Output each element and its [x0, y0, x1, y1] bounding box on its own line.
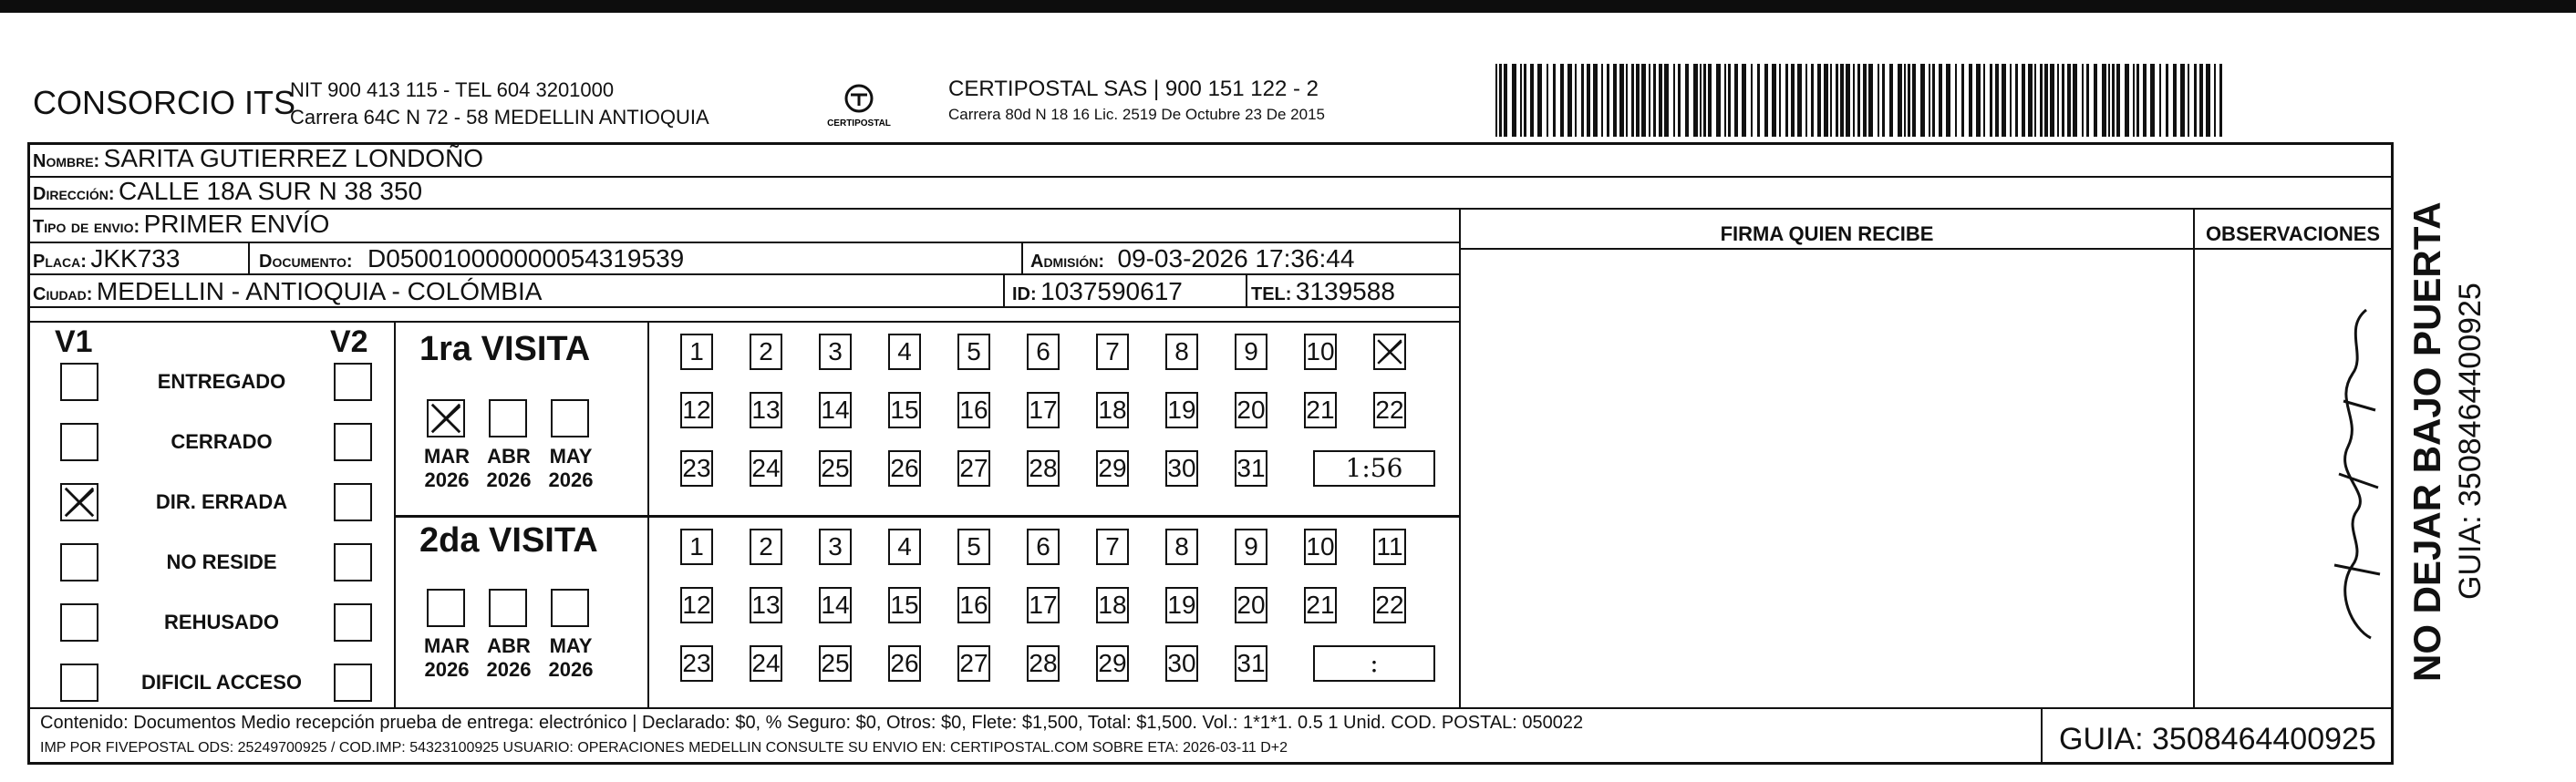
firma-header-line [1459, 248, 2391, 250]
day-checkbox[interactable]: 12 [680, 587, 713, 623]
logo-text: CERTIPOSTAL [827, 118, 891, 129]
nombre-label: Nombre: [33, 151, 100, 171]
day-checkbox[interactable]: 3 [819, 334, 852, 370]
v2-checkbox[interactable] [334, 363, 372, 401]
visit-divider [394, 515, 1461, 518]
time-field[interactable]: 1:56 [1313, 450, 1435, 487]
v1-header: V1 [55, 324, 93, 359]
obs-left-border [2193, 208, 2195, 707]
day-checkbox[interactable]: 18 [1096, 392, 1129, 428]
day-checkbox[interactable]: 7 [1096, 334, 1129, 370]
row-line [27, 321, 1461, 323]
tipo-row [33, 210, 329, 239]
v1-checkbox[interactable] [60, 543, 98, 581]
address-line: Carrera 64C N 72 - 58 MEDELLIN ANTIOQUIA [290, 106, 709, 129]
side-warning: NO DEJAR BAJO PUERTA [2405, 201, 2448, 682]
v2-checkbox[interactable] [334, 603, 372, 642]
day-checkbox[interactable]: 4 [888, 334, 921, 370]
day-checkbox[interactable]: 20 [1235, 587, 1267, 623]
status-option-label: ENTREGADO [157, 370, 286, 393]
day-checkbox[interactable]: 2 [750, 334, 782, 370]
day-checkbox[interactable]: 25 [819, 450, 852, 487]
month-label [419, 445, 474, 492]
check-mark-icon [1375, 335, 1404, 368]
day-checkbox[interactable]: 8 [1165, 334, 1198, 370]
day-checkbox[interactable]: 14 [819, 392, 852, 428]
frame-left [27, 142, 30, 764]
id-label: ID: [1012, 284, 1037, 304]
documento-value: D050010000000054319539 [367, 244, 685, 273]
nit-line: NIT 900 413 115 - TEL 604 3201000 [290, 78, 615, 101]
status-option-label: DIFICIL ACCESO [140, 671, 302, 694]
imp-line: IMP POR FIVEPOSTAL ODS: 25249700925 / COD.IMP: 54323100925 USUARIO: OPERACIONES MEDELLIN CONSULTE SU ENVIO EN: CERTIPOSTAL.COM SOBRE ETA: 2026-03-11 D+2 [40, 740, 1288, 756]
month-name: ABR [487, 445, 531, 468]
day-checkbox[interactable]: 1 [680, 334, 713, 370]
day-checkbox[interactable]: 2 [750, 529, 782, 565]
month-label [543, 445, 598, 492]
day-checkbox[interactable]: 30 [1165, 645, 1198, 682]
footer-guia-divider [2041, 707, 2043, 762]
certipostal-logo [825, 80, 893, 139]
check-mark-icon [62, 485, 97, 520]
day-checkbox[interactable]: 8 [1165, 529, 1198, 565]
month-name: MAR [423, 634, 471, 657]
observaciones-header: OBSERVACIONES [2205, 222, 2381, 245]
day-checkbox[interactable]: 16 [957, 587, 990, 623]
day-checkbox[interactable]: 12 [680, 392, 713, 428]
first-visit-title: 1ra VISITA [419, 330, 591, 368]
courier-line: CERTIPOSTAL SAS | 900 151 122 - 2 [948, 77, 1319, 101]
month-name: MAY [549, 445, 593, 468]
month-label [419, 634, 474, 682]
day-checkbox[interactable]: 25 [819, 645, 852, 682]
month-checkbox[interactable] [427, 399, 465, 437]
day-checkbox[interactable]: 21 [1304, 392, 1337, 428]
month-label [481, 445, 536, 492]
day-checkbox[interactable]: 4 [888, 529, 921, 565]
admision-row [1030, 244, 1354, 273]
day-checkbox[interactable]: 1 [680, 529, 713, 565]
day-checkbox[interactable]: 19 [1165, 587, 1198, 623]
day-checkbox[interactable]: 22 [1373, 587, 1406, 623]
day-checkbox[interactable]: 26 [888, 645, 921, 682]
month-checkbox[interactable] [427, 589, 465, 627]
v1-checkbox[interactable] [60, 423, 98, 461]
month-checkbox[interactable] [489, 589, 527, 627]
tel-label: TEL: [1251, 284, 1292, 304]
direccion-label: Dirección: [33, 184, 115, 204]
admision-value: 09-03-2026 17:36:44 [1117, 244, 1355, 273]
side-guia: GUIA: 3508464400925 [2453, 283, 2488, 600]
tipo-label: Tipo de envio: [33, 217, 140, 237]
month-label [481, 634, 536, 682]
month-label [543, 634, 598, 682]
day-checkbox[interactable]: 27 [957, 645, 990, 682]
placa-value: JKK733 [90, 244, 181, 273]
month-name: ABR [487, 634, 531, 657]
company-name: CONSORCIO ITS [33, 84, 296, 121]
month-year: 2026 [486, 468, 532, 491]
day-checkbox[interactable]: 17 [1027, 587, 1060, 623]
day-checkbox[interactable]: 18 [1096, 587, 1129, 623]
month-year: 2026 [424, 658, 470, 681]
day-checkbox[interactable]: 31 [1235, 450, 1267, 487]
day-checkbox[interactable]: 7 [1096, 529, 1129, 565]
month-year: 2026 [486, 658, 532, 681]
ciudad-value: MEDELLIN - ANTIOQUIA - COLÓMBIA [96, 277, 543, 305]
day-checkbox[interactable]: 9 [1235, 529, 1267, 565]
tel-value: 3139588 [1295, 277, 1395, 305]
time-field[interactable]: : [1313, 645, 1435, 682]
check-mark-icon [429, 401, 463, 436]
day-checkbox[interactable]: 28 [1027, 450, 1060, 487]
footer-guia: GUIA: 3508464400925 [2059, 722, 2376, 756]
nombre-row [33, 144, 483, 173]
status-option-label: REHUSADO [164, 611, 279, 633]
second-visit-title: 2da VISITA [419, 521, 598, 560]
cell-divider [1021, 242, 1023, 273]
day-checkbox[interactable]: 5 [957, 529, 990, 565]
cell-divider [1246, 275, 1247, 306]
day-checkbox[interactable]: 22 [1373, 392, 1406, 428]
day-checkbox[interactable]: 15 [888, 587, 921, 623]
day-checkbox[interactable]: 6 [1027, 334, 1060, 370]
day-checkbox[interactable]: 10 [1304, 334, 1337, 370]
month-year: 2026 [548, 658, 594, 681]
status-option-label: CERRADO [171, 430, 273, 453]
direccion-value: CALLE 18A SUR N 38 350 [119, 177, 423, 205]
v1-checkbox[interactable] [60, 664, 98, 702]
v2-header: V2 [330, 324, 368, 359]
day-checkbox[interactable]: 16 [957, 392, 990, 428]
firma-left-border [1459, 208, 1461, 707]
row-line [27, 242, 1461, 243]
day-checkbox[interactable]: 19 [1165, 392, 1198, 428]
direccion-row [33, 177, 422, 206]
day-checkbox[interactable]: 21 [1304, 587, 1337, 623]
cell-divider [248, 242, 250, 273]
v2-checkbox[interactable] [334, 664, 372, 702]
handwritten-signature [2316, 292, 2389, 647]
day-checkbox[interactable]: 13 [750, 392, 782, 428]
month-checkbox[interactable] [551, 399, 589, 437]
v1-checkbox[interactable] [60, 603, 98, 642]
day-checkbox[interactable]: 28 [1027, 645, 1060, 682]
day-checkbox[interactable]: 24 [750, 450, 782, 487]
month-name: MAR [423, 445, 471, 468]
month-checkbox[interactable] [551, 589, 589, 627]
row-line [27, 208, 2391, 210]
day-checkbox[interactable]: 15 [888, 392, 921, 428]
day-checkbox[interactable]: 10 [1304, 529, 1337, 565]
v2-checkbox[interactable] [334, 543, 372, 581]
frame-right [2391, 142, 2394, 764]
placa-label: Placa: [33, 252, 87, 272]
day-checkbox[interactable]: 3 [819, 529, 852, 565]
day-checkbox[interactable]: 29 [1096, 645, 1129, 682]
day-checkbox[interactable]: 23 [680, 645, 713, 682]
nombre-value: SARITA GUTIERREZ LONDOÑO [103, 144, 484, 172]
tipo-value: PRIMER ENVÍO [143, 210, 330, 238]
day-checkbox[interactable]: 31 [1235, 645, 1267, 682]
v2-checkbox[interactable] [334, 423, 372, 461]
day-checkbox[interactable]: 9 [1235, 334, 1267, 370]
contenido-line: Contenido: Documentos Medio recepción prueba de entrega: electrónico | Declarado: $0, % Seguro: $0, Otros: $0, Flete: $1,500, Total: $1,500. Vol.: 1*1*1. 0.5 1 Unid. COD. POSTAL: 050022 [40, 713, 1584, 733]
day-checkbox[interactable] [1373, 334, 1406, 370]
frame-bottom [27, 762, 2394, 765]
day-checkbox[interactable]: 17 [1027, 392, 1060, 428]
barcode [1495, 64, 2225, 137]
v2-checkbox[interactable] [334, 483, 372, 521]
id-value: 1037590617 [1040, 277, 1183, 305]
documento-label: Documento: [259, 252, 353, 272]
day-checkbox[interactable]: 24 [750, 645, 782, 682]
day-checkbox[interactable]: 13 [750, 587, 782, 623]
courier-info [948, 77, 1325, 128]
ciudad-row [33, 277, 542, 306]
ciudad-label: Ciudad: [33, 284, 93, 304]
day-checkbox[interactable]: 11 [1373, 529, 1406, 565]
firma-header: FIRMA QUIEN RECIBE [1720, 222, 1934, 245]
footer-divider [27, 707, 2394, 709]
cell-divider [1003, 275, 1005, 306]
status-divider [394, 321, 396, 707]
day-checkbox[interactable]: 27 [957, 450, 990, 487]
documento-row [259, 244, 684, 273]
day-checkbox[interactable]: 5 [957, 334, 990, 370]
admision-label: Admisión: [1030, 252, 1104, 272]
v1-checkbox[interactable] [60, 483, 98, 521]
status-option-label: NO RESIDE [166, 550, 277, 573]
placa-row [33, 244, 180, 273]
day-checkbox[interactable]: 14 [819, 587, 852, 623]
day-checkbox[interactable]: 29 [1096, 450, 1129, 487]
months-divider [647, 321, 649, 707]
v1-checkbox[interactable] [60, 363, 98, 401]
company-info [290, 77, 709, 131]
month-name: MAY [549, 634, 593, 657]
top-edge-bar [0, 0, 2576, 13]
month-year: 2026 [424, 468, 470, 491]
month-year: 2026 [548, 468, 594, 491]
day-checkbox[interactable]: 26 [888, 450, 921, 487]
id-row [1012, 277, 1183, 306]
row-line [27, 306, 1461, 308]
day-checkbox[interactable]: 23 [680, 450, 713, 487]
status-option-label: DIR. ERRADA [155, 490, 288, 513]
courier-address: Carrera 80d N 18 16 Lic. 2519 De Octubre 23 De 2015 [948, 106, 1325, 123]
tel-row [1251, 277, 1395, 306]
day-checkbox[interactable]: 20 [1235, 392, 1267, 428]
day-checkbox[interactable]: 6 [1027, 529, 1060, 565]
month-checkbox[interactable] [489, 399, 527, 437]
day-checkbox[interactable]: 30 [1165, 450, 1198, 487]
